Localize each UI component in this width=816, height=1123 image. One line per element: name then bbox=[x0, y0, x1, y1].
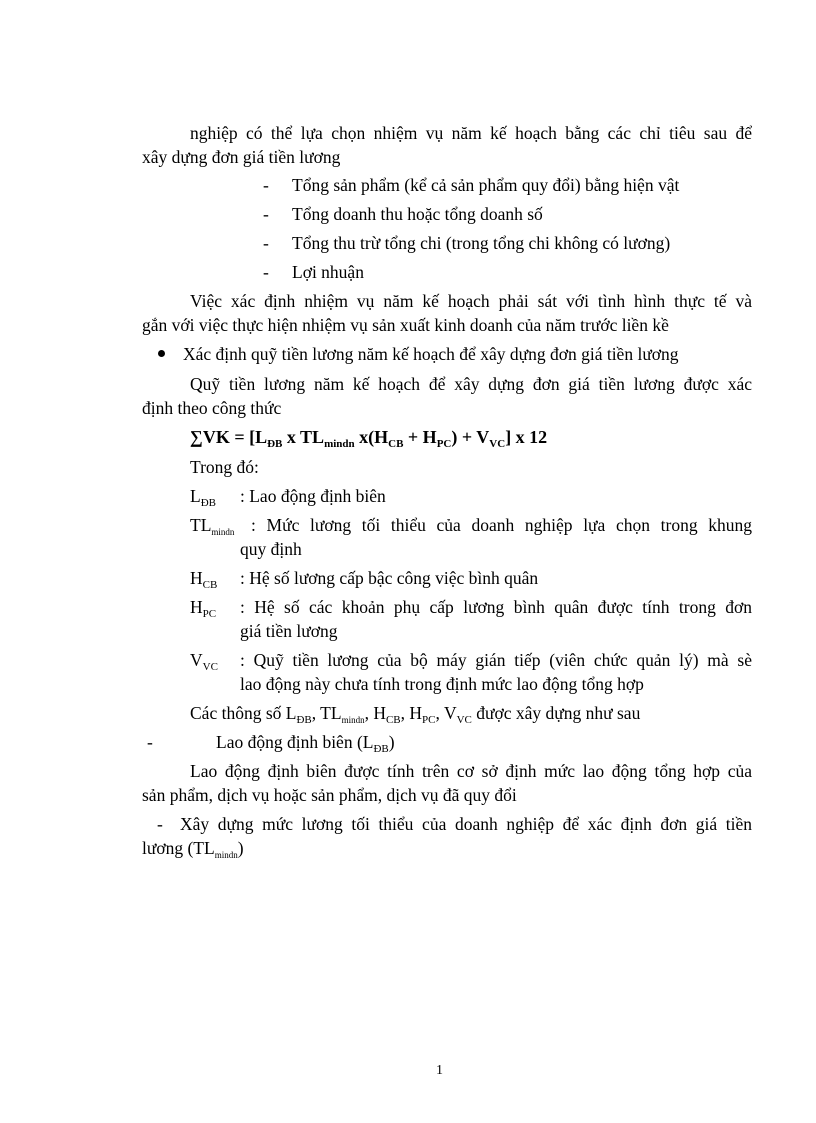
item-dash: - bbox=[157, 814, 163, 834]
def-text: : Mức lương tối thiểu của doanh nghiệp lựa chọn trong khung bbox=[251, 515, 752, 535]
task-line-1: Việc xác định nhiệm vụ năm kế hoạch phải sát với tình hình thực tế và bbox=[190, 291, 752, 311]
def-text: : Hệ số lương cấp bậc công việc bình quân bbox=[240, 568, 539, 588]
fund-line-2: định theo công thức bbox=[142, 398, 282, 418]
def-symbol: $H_{PC}$ bbox=[190, 597, 217, 620]
bullet-icon bbox=[158, 350, 165, 357]
criteria-item: Tổng sản phẩm (kể cả sản phẩm quy đổi) bằng hiện vật bbox=[292, 175, 680, 195]
def-text: : Quỹ tiền lương của bộ máy gián tiếp (viên chức quản lý) mà sè bbox=[240, 650, 752, 670]
criteria-item: Tổng thu trừ tổng chi (trong tổng chi không có lương) bbox=[292, 233, 671, 253]
params-line: Các thông số $L_{ĐB}$, $TL_{mindn}$, $H_{CB}$, $H_{PC}$, $V_{VC}$ được xây dựng như sau bbox=[190, 703, 641, 726]
def-symbol: $TL_{mindn}$ bbox=[190, 515, 235, 537]
formula: $\sum VK = [L_{ĐB}$ x $TL_{mindn}$ $x(H_{CB} + H_{PC}) + V_{VC}$] x 12 bbox=[190, 427, 548, 450]
def-text-cont: quy định bbox=[240, 539, 302, 559]
item-min-line-2: lương $(TL_{mindn})$ bbox=[142, 838, 244, 860]
criteria-dash: - bbox=[263, 204, 269, 224]
item-labor: Lao động định biên $(L_{ĐB})$ bbox=[216, 732, 395, 755]
labor-line-1: Lao động định biên được tính trên cơ sở định mức lao động tổng hợp của bbox=[190, 761, 752, 781]
def-symbol: $L_{ĐB}$ bbox=[190, 486, 216, 509]
criteria-dash: - bbox=[263, 262, 269, 282]
fund-line-1: Quỹ tiền lương năm kế hoạch để xây dựng đơn giá tiền lương được xác bbox=[190, 374, 752, 394]
page-number: 1 bbox=[436, 1063, 443, 1078]
def-symbol: $V_{VC}$ bbox=[190, 650, 218, 673]
intro-line-1: nghiệp có thể lựa chọn nhiệm vụ năm kế hoạch bằng các chỉ tiêu sau để bbox=[190, 123, 752, 143]
def-text-cont: giá tiền lương bbox=[240, 621, 338, 641]
def-text-cont: lao động này chưa tính trong định mức lao động tổng hợp bbox=[240, 674, 644, 694]
labor-line-2: sản phẩm, dịch vụ hoặc sản phẩm, dịch vụ đã quy đổi bbox=[142, 785, 517, 805]
item-min-line-1: Xây dựng mức lương tối thiểu của doanh nghiệp để xác định đơn giá tiền bbox=[180, 814, 752, 834]
def-text: : Hệ số các khoản phụ cấp lương bình quân được tính trong đơn bbox=[240, 597, 752, 617]
criteria-dash: - bbox=[263, 175, 269, 195]
def-text: : Lao động định biên bbox=[240, 486, 386, 506]
criteria-item: Lợi nhuận bbox=[292, 262, 364, 282]
bullet-heading: Xác định quỹ tiền lương năm kế hoạch để xây dựng đơn giá tiền lương bbox=[183, 344, 679, 364]
intro-line-2: xây dựng đơn giá tiền lương bbox=[142, 147, 341, 167]
where-label: Trong đó: bbox=[190, 457, 259, 477]
def-symbol: $H_{CB}$ bbox=[190, 568, 218, 591]
item-dash: - bbox=[147, 732, 153, 752]
criteria-item: Tổng doanh thu hoặc tổng doanh số bbox=[292, 204, 543, 224]
task-line-2: gắn với việc thực hiện nhiệm vụ sản xuất kinh doanh của năm trước liền kề bbox=[142, 315, 669, 335]
criteria-dash: - bbox=[263, 233, 269, 253]
